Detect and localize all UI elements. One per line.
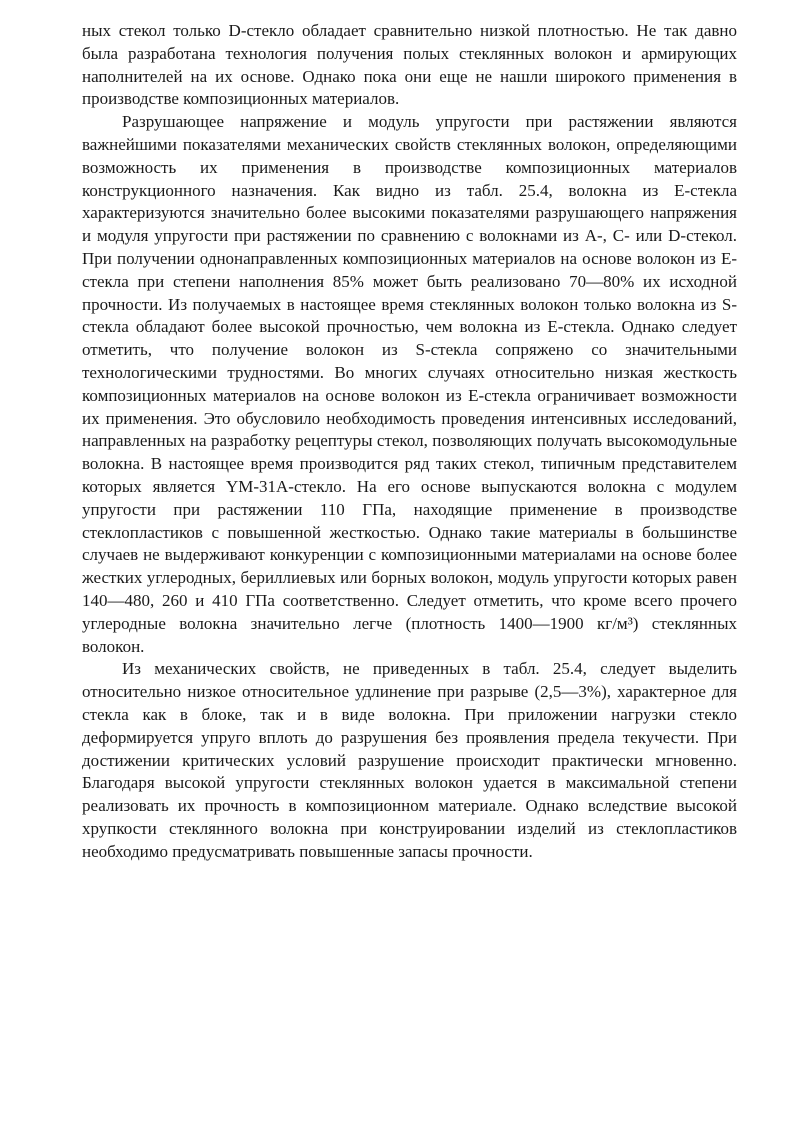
- paragraph-3: Из механических свойств, не приведенных в табл. 25.4, следует выделить относительно низкое относительное удлинение при разрыве (2,5—3%), характерное для стекла как в блоке, так и в виде волокна. При приложении нагрузки стекло деформируется упруго вплоть до разрушения без проявления предела текучести. При достижении критических условий разрушение происходит практически мгновенно. Благодаря высокой упругости стеклянных волокон удается в максимальной степени реализовать их прочность в композиционном материале. Однако вследствие высокой хрупкости стеклянного волокна при конструировании изделий из стеклопластиков необходимо предусматривать повышенные запасы прочности.: [82, 659, 737, 861]
- paragraph-2: Разрушающее напряжение и модуль упругости при растяжении являются важнейшими показателями механических свойств стеклянных волокон, определяющими возможность их применения в производстве композиционных материалов конструкционного назначения. Как видно из табл. 25.4, волокна из Е-стекла характеризуются значительно более высокими показателями разрушающего напряжения и модуля упругости при растяжении по сравнению с волокнами из А-, С- или D-стекол. При получении однонаправленных композиционных материалов на основе волокон из Е-стекла при степени наполнения 85% может быть реализовано 70—80% их исходной прочности. Из получаемых в настоящее время стеклянных волокон только волокна из S-стекла обладают более высокой прочностью, чем волокна из Е-стекла. Однако следует отметить, что получение волокон из S-стекла сопряжено со значительными технологическими трудностями. Во многих случаях относительно низкая жесткость композиционных материалов на основе волокон из Е-стекла ограничивает возможности их применения. Это обусловило необходимость проведения интенсивных исследований, направленных на разработку рецептуры стекол, позволяющих получать высокомодульные волокна. В настоящее время производится ряд таких стекол, типичным представителем которых является YM-31A-стекло. На его основе выпускаются волокна с модулем упругости при растяжении 110 ГПа, находящие применение в производстве стеклопластиков с повышенной жесткостью. Однако такие материалы в большинстве случаев не выдерживают конкуренции с композиционными материалами на основе более жестких углеродных, бериллиевых или борных волокон, модуль упругости которых равен 140—480, 260 и 410 ГПа соответственно. Следует отметить, что кроме всего прочего углеродные волокна значительно легче (плотность 1400—1900 кг/м³) стеклянных волокон.: [82, 112, 737, 656]
- document-page: [82, 20, 737, 863]
- paragraph-1: ных стекол только D-стекло обладает сравнительно низкой плотностью. Не так давно была разработана технология получения полых стеклянных волокон и армирующих наполнителей на их основе. Однако пока они еще не нашли широкого применения в производстве композиционных материалов.: [82, 21, 737, 109]
